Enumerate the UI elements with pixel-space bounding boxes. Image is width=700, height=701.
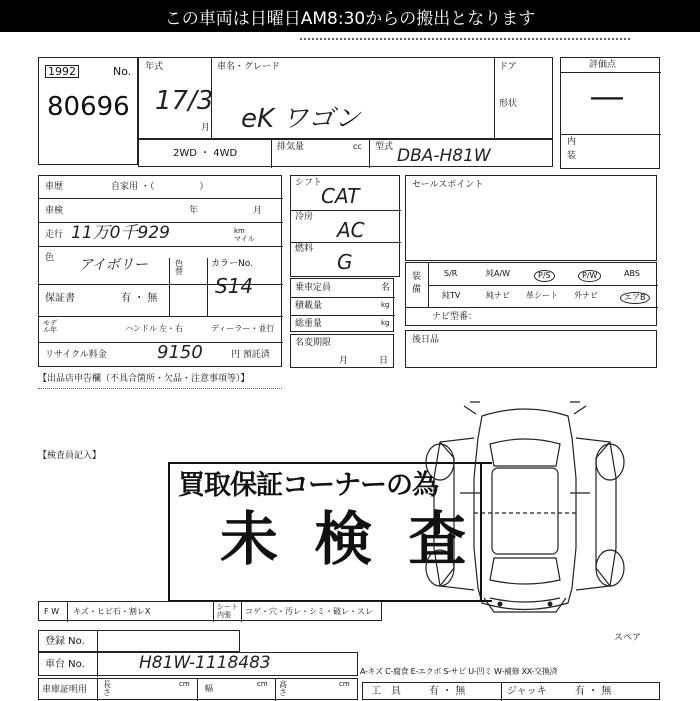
color-change-label: 色替 — [175, 259, 183, 276]
shift-label: シフト — [295, 178, 323, 188]
score-value: ― — [591, 77, 623, 115]
month-unit: 月 — [201, 123, 211, 133]
equip-power-windows: P/W — [578, 270, 601, 282]
registration-value: 自家用 ・（ ） — [111, 182, 209, 192]
tools-value: 有 ・ 無 — [429, 686, 466, 697]
navi-model-label: ナビ型番： — [432, 312, 478, 322]
inspection-label: 車検 — [45, 206, 64, 216]
sales-point-label: セールスポイント — [412, 180, 484, 190]
equip-power-steering: P/S — [534, 270, 555, 282]
jack-value: 有 ・ 無 — [575, 686, 612, 697]
year-value: 17/3 — [155, 86, 214, 116]
color-number-label: カラーNo. — [211, 259, 253, 269]
handle-value: 左・右 — [159, 324, 183, 333]
chassis-value: H81W-1118483 — [139, 653, 271, 673]
recycle-value: 9150 — [157, 342, 203, 363]
garage-cert-label: 車庫証明用 — [42, 685, 88, 695]
sales-point-box — [405, 175, 657, 261]
width-label: 幅 — [205, 684, 213, 693]
name-change-box — [290, 334, 394, 368]
model-value: DBA-H81W — [397, 146, 491, 166]
header-grid — [138, 57, 553, 139]
inspection-year: 年 — [189, 206, 199, 216]
equip-airbag: エアB — [620, 292, 650, 304]
shift-value: CAT — [321, 184, 360, 208]
later-items-box — [405, 330, 657, 368]
reg-no-label: 登録 No. — [45, 636, 85, 647]
load-label: 積載量 — [295, 301, 323, 311]
equip-abs: ABS — [624, 269, 640, 278]
interior-label-2: 装 — [567, 151, 577, 161]
interior-label-1: 内 — [567, 137, 577, 147]
warranty-value: 有 ・ 無 — [121, 293, 158, 304]
height-label: 高さ — [279, 680, 287, 697]
later-items-label: 後日品 — [412, 335, 440, 345]
fuel-label: 燃料 — [295, 244, 314, 254]
seat-items: コゲ・穴・汚レ・シミ・破レ・スレ — [245, 607, 373, 616]
spare-label: スペア — [614, 633, 642, 643]
mileage-label: 走行 — [45, 230, 64, 240]
ac-value: AC — [337, 218, 365, 242]
garage-cert-box — [38, 678, 358, 700]
gross-label: 総重量 — [295, 319, 323, 329]
color-label: 色 — [45, 253, 55, 263]
equip-alloy-wheels: 純A/W — [486, 269, 511, 278]
damage-legend: A-キズ C-腐食 E-エクボ S-サビ U-凹ミ W-補修 XX-交換済 — [360, 667, 558, 676]
remarks-label: 【出品店申告欄（不具合箇所・欠品・注意事項等）】 — [38, 374, 250, 384]
name-change-label: 名変期限 — [295, 338, 332, 348]
reg-no-box — [38, 630, 240, 652]
stamp-frame-right — [420, 462, 482, 602]
recycle-unit: 円 預託済 — [231, 350, 270, 360]
fw-items: キズ・ヒビ石・割レX — [73, 607, 151, 616]
model-year-label: モデル年 — [43, 319, 57, 334]
length-unit: cm — [179, 680, 190, 688]
displacement-unit: cc — [353, 142, 362, 151]
color-value: アイボリー — [79, 257, 148, 273]
height-unit: cm — [339, 680, 350, 688]
mechanical-block — [290, 175, 400, 277]
mileage-unit: km マイル — [234, 227, 255, 243]
drive-label: 2WD ・ 4WD — [173, 148, 238, 159]
lot-box — [38, 57, 138, 165]
equip-tv: 純TV — [442, 291, 461, 300]
door-label: ドア — [499, 62, 517, 72]
tools-jack-box — [362, 682, 660, 700]
equipment-block — [405, 262, 657, 326]
capacity-block — [290, 278, 394, 332]
warranty-label: 保証書 — [45, 293, 75, 304]
tools-label: 工 具 — [371, 686, 401, 697]
equip-aftermarket-navi: 外ナビ — [574, 291, 598, 300]
ac-label: 冷房 — [295, 212, 314, 222]
lot-no-label: No. — [113, 65, 132, 78]
fuel-value: G — [337, 250, 353, 274]
inspection-month: 月 — [253, 206, 263, 216]
drive-row — [138, 139, 553, 167]
banner-text: この車両は日曜日AM8:30からの搬出となります — [164, 8, 536, 29]
year-label: 年式 — [145, 62, 164, 72]
jack-label: ジャッキ — [507, 686, 547, 697]
gross-unit: kg — [381, 319, 390, 327]
stamp-line-1: 買取保証コーナーの為 — [178, 470, 438, 501]
displacement-label: 排気量 — [277, 142, 305, 152]
equip-leather: 革シート — [526, 291, 558, 300]
history-block — [38, 175, 282, 367]
car-name-value: eK ワゴン — [241, 104, 361, 134]
title-remnant — [0, 32, 700, 42]
handle-label: ハンドル — [125, 324, 157, 333]
lot-number: 80696 — [47, 92, 130, 122]
chassis-label: 車台 No. — [45, 659, 85, 670]
width-unit: cm — [257, 680, 268, 688]
color-number-value: S14 — [215, 274, 254, 298]
stamp-line-2: 未 検 査 — [220, 505, 475, 573]
equipment-label: 装備 — [412, 272, 422, 295]
fw-label: F W — [44, 607, 60, 616]
capacity-label: 乗車定員 — [295, 283, 332, 293]
capacity-unit: 名 — [381, 283, 391, 293]
score-label: 評価点 — [589, 60, 617, 70]
chassis-box — [38, 652, 358, 676]
model-label: 型式 — [375, 142, 394, 152]
seat-label: シート 内張 — [217, 603, 238, 619]
score-box — [560, 57, 660, 169]
registration-label: 車歴 — [45, 182, 64, 192]
shape-label: 形状 — [499, 99, 518, 109]
equip-sunroof: S/R — [444, 269, 458, 278]
length-label: 長さ — [103, 680, 111, 697]
load-unit: kg — [381, 301, 390, 309]
dealer-label: ディーラー・並行 — [211, 324, 275, 333]
lot-tag: 1992 — [45, 65, 79, 78]
fw-row — [38, 601, 382, 621]
pickup-notice-banner — [0, 0, 700, 32]
mileage-value: 11万0千929 — [71, 223, 170, 243]
name-label: 車名・グレード — [217, 62, 281, 72]
name-change-month: 月 — [339, 356, 349, 366]
name-change-day: 日 — [379, 356, 389, 366]
recycle-label: リサイクル料金 — [45, 350, 107, 360]
inspector-label: 【検査員記入】 — [38, 451, 102, 461]
equip-navi: 純ナビ — [486, 291, 510, 300]
